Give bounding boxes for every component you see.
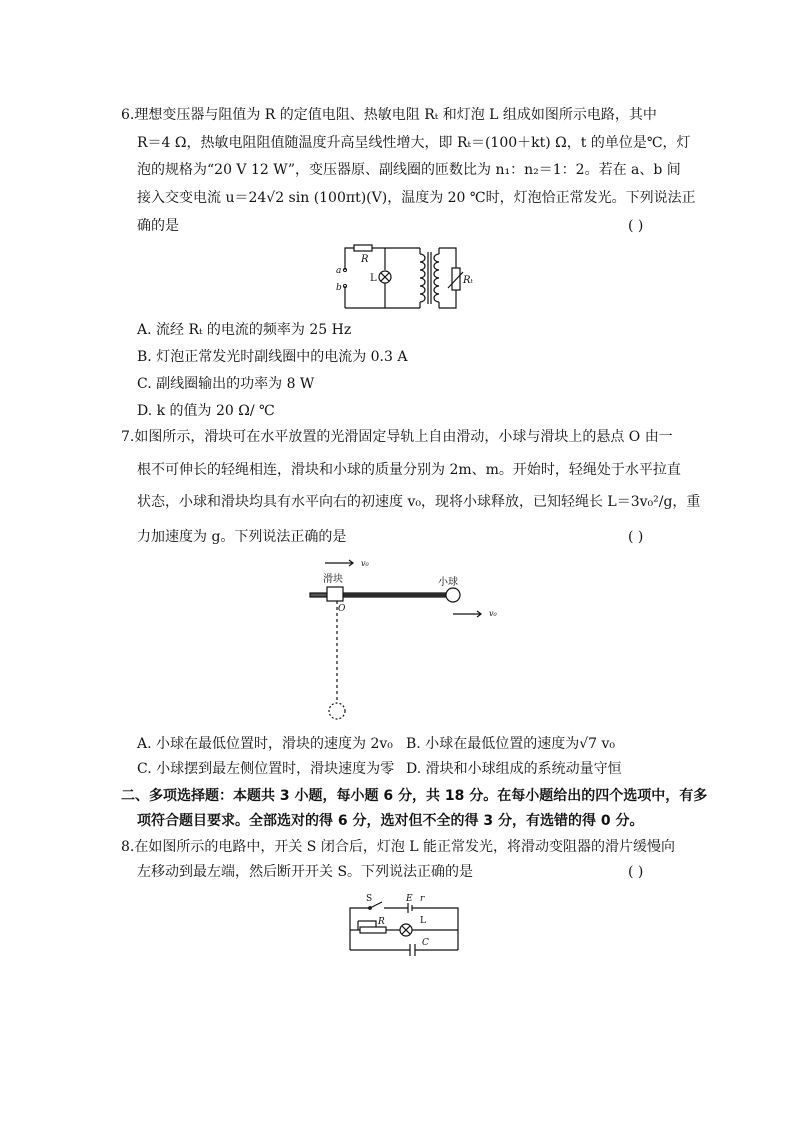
q7-label-block: 滑块: [323, 574, 343, 585]
q8-label-E: E: [406, 894, 413, 904]
q7-line-4: 力加速度为 g。下列说法正确的是: [137, 529, 347, 545]
q6-circuit-diagram: [330, 240, 480, 315]
section2-title-line-2: 项符合题目要求。全部选对的得 6 分，选对但不全的得 3 分，有选错的得 0 分。: [137, 813, 644, 829]
q7-slider-pendulum-diagram: [305, 555, 515, 725]
q8-line-2: 左移动到最左端，然后断开开关 S。下列说法正确的是: [137, 864, 474, 880]
q7-label-ball: 小球: [438, 577, 458, 588]
section2-title-line-1: 二、多项选择题：本题共 3 小题，每小题 6 分，共 18 分。在每小题给出的四个选项中，有多: [121, 788, 708, 804]
q6-line-3: 泡的规格为“20 V 12 W”，变压器原、副线圈的匝数比为 n₁：n₂＝1：2。若在 a、b 间: [137, 162, 681, 178]
q6-label-a: a: [336, 266, 342, 276]
q7-label-v0-top: v₀: [361, 559, 369, 568]
q7-line-3: 状态，小球和滑块均具有水平向右的初速度 v₀，现将小球释放，已知轻绳长 L＝3v₀²/g，重: [137, 494, 701, 510]
q8-line-1: 8.在如图所示的电路中，开关 S 闭合后，灯泡 L 能正常发光，将滑动变阻器的滑片缓慢向: [121, 839, 676, 855]
q8-answer-bracket: ( ): [628, 864, 644, 880]
q7-line-2: 根不可伸长的轻绳相连，滑块和小球的质量分别为 2m、m。开始时，轻绳处于水平拉直: [137, 462, 681, 478]
q6-option-a: A. 流经 Rₜ 的电流的频率为 25 Hz: [137, 322, 352, 338]
q7-option-d: D. 滑块和小球组成的系统动量守恒: [406, 761, 622, 777]
q6-option-d: D. k 的值为 20 Ω/ ℃: [137, 403, 275, 419]
q6-line-4: 接入交变电流 u＝24√2 sin (100πt)(V)，温度为 20 ℃时，灯泡恰正常发光。下列说法正: [137, 190, 696, 206]
q6-line-5: 确的是: [137, 218, 179, 234]
q7-line-1: 7.如图所示，滑块可在水平放置的光滑固定导轨上自由滑动，小球与滑块上的悬点 O 由一: [121, 429, 673, 445]
q7-label-v0-ball: v₀: [489, 609, 497, 618]
q6-label-b: b: [336, 283, 342, 293]
q7-label-O: O: [338, 604, 346, 614]
q7-option-c: C. 小球摆到最左侧位置时，滑块速度为零: [137, 761, 395, 777]
q8-circuit-diagram: [340, 892, 465, 957]
q8-label-S: S: [366, 894, 373, 904]
q6-option-c: C. 副线圈输出的功率为 8 W: [137, 376, 315, 392]
q6-line-1: 6.理想变压器与阻值为 R 的定值电阻、热敏电阻 Rₜ 和灯泡 L 组成如图所示电路，其中: [121, 107, 657, 123]
q6-option-b: B. 灯泡正常发光时副线圈中的电流为 0.3 A: [137, 349, 408, 365]
q7-answer-bracket: ( ): [628, 529, 644, 545]
q6-label-L: L: [370, 273, 377, 284]
q8-label-r: r: [420, 894, 425, 904]
q7-option-b: B. 小球在最低位置的速度为√7 v₀: [406, 736, 615, 752]
q6-label-R: R: [361, 254, 369, 265]
q6-line-2: R＝4 Ω，热敏电阻阻值随温度升高呈线性增大，即 Rₜ＝(100＋kt) Ω，t 的单位是℃，灯: [137, 135, 691, 151]
q8-label-L: L: [420, 916, 426, 926]
q8-label-C: C: [422, 938, 429, 948]
q6-label-Rt: Rₜ: [463, 275, 473, 286]
q8-label-R: R: [378, 917, 385, 927]
q6-answer-bracket: ( ): [628, 218, 644, 234]
q7-option-a: A. 小球在最低位置时，滑块的速度为 2v₀: [137, 736, 393, 752]
